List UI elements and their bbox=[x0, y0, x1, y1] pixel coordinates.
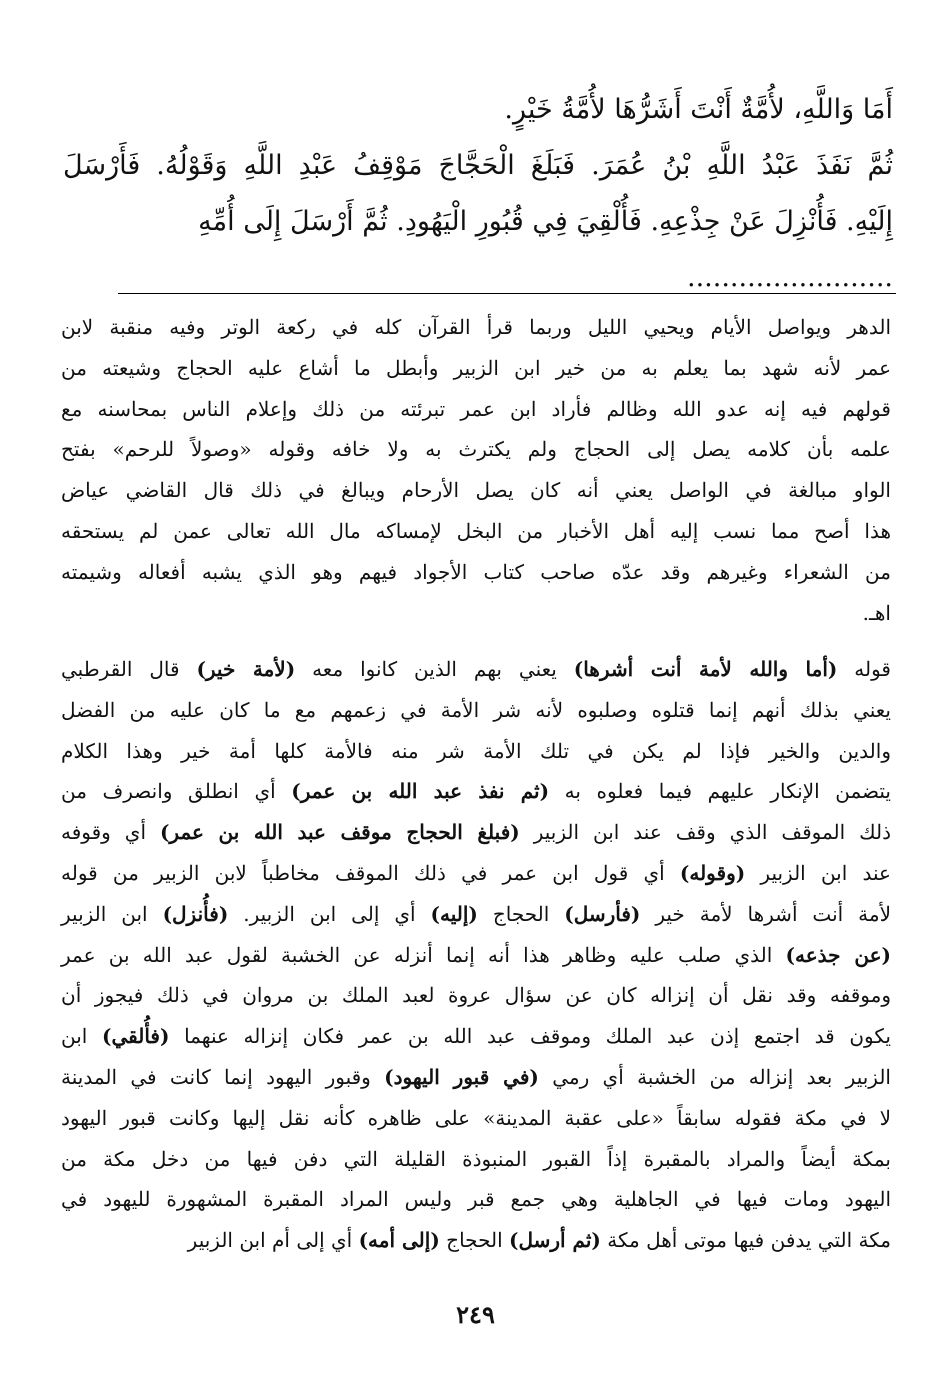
quoted-phrase: (لأمة خير) bbox=[196, 657, 296, 681]
commentary-text: يعني بذلك أنهم إنما قتلوه وصلبوه لأنه شر الأمة في زعمهم مع ما كان عليه من الفضل bbox=[61, 697, 891, 722]
commentary-line bbox=[61, 975, 891, 1016]
commentary-text: بمكة أيضاً والمراد بالمقبرة إذاً القبور المنبوذة القليلة التي دفن فيها من دخل مكة من bbox=[61, 1146, 891, 1171]
commentary-line bbox=[61, 1139, 891, 1180]
commentary-line bbox=[61, 1220, 891, 1261]
commentary-line bbox=[61, 1057, 891, 1098]
commentary-line: الدهر ويواصل الأيام ويحيي الليل وربما قرأ القرآن كله في ركعة الوتر وفيه منقبة لابن bbox=[61, 315, 891, 339]
commentary-text: قوله bbox=[837, 657, 891, 681]
commentary-text: أي إلى ابن الزبير. bbox=[228, 901, 431, 926]
quoted-phrase: (فبلغ الحجاج موقف عبد الله بن عمر) bbox=[159, 820, 520, 845]
hadith-line-2: ثُمَّ نَفَذَ عَبْدُ اللَّهِ بْنُ عُمَرَ. فَبَلَغَ الْحَجَّاجَ مَوْقِفُ عَبْدِ اللَّهِ وَقَوْلُهُ. فَأَرْسَلَ bbox=[63, 150, 893, 181]
commentary-line: علمه بأن كلامه يصل إلى الحجاج ولم يكترث به ولا خافه وقوله «وصولاً للرحم» بفتح bbox=[61, 437, 891, 462]
commentary-text: الحجاج bbox=[439, 1228, 509, 1253]
commentary-text: ابن bbox=[61, 1024, 102, 1049]
commentary-text: أي وقوفه bbox=[61, 820, 160, 845]
commentary-text: مكة التي يدفن فيها موتى أهل مكة bbox=[600, 1228, 891, 1253]
quoted-phrase: (فأُنزل) bbox=[162, 901, 229, 926]
commentary-line bbox=[61, 935, 891, 976]
commentary-block-2 bbox=[61, 649, 891, 1261]
hadith-line-3 bbox=[63, 194, 893, 306]
commentary-block-1 bbox=[61, 307, 891, 633]
commentary-text: يعني بهم الذين كانوا معه bbox=[295, 657, 574, 681]
page-number: ٢٤٩ bbox=[456, 1300, 495, 1329]
commentary-text: أي إلى أم ابن الزبير bbox=[187, 1228, 359, 1253]
commentary-text: الذي صلب عليه وظاهر هذا أنه إنما أنزله عن الخشبة لقول عبد الله بن عمر bbox=[61, 942, 786, 967]
commentary-line: من الشعراء وغيرهم وقد عدّه صاحب كتاب الأجواد فيهم وهو الذي يشبه أفعاله وشيمته bbox=[61, 559, 891, 584]
commentary-text: الحجاج bbox=[477, 901, 565, 926]
commentary-line: عمر لأنه شهد بما يعلم به من خير ابن الزبير وأبطل ما أشاع عليه الحجاج وشيعته من bbox=[61, 355, 891, 380]
quoted-phrase: (ثم أرسل) bbox=[509, 1228, 601, 1253]
commentary-text: قال القرطبي bbox=[61, 657, 197, 681]
commentary-text: ذلك الموقف الذي وقف عند ابن الزبير bbox=[519, 820, 891, 845]
commentary-text: أي قول ابن عمر في ذلك الموقف مخاطباً لابن الزبير من قوله bbox=[61, 860, 680, 885]
commentary-line bbox=[61, 1179, 891, 1220]
quoted-phrase: (فأرسل) bbox=[564, 901, 641, 926]
commentary-text: وقبور اليهود إنما كانت في المدينة bbox=[61, 1064, 385, 1089]
quoted-phrase: (فأُلقي) bbox=[101, 1024, 170, 1049]
hadith-text bbox=[63, 82, 893, 306]
quoted-phrase: (أما والله لأمة أنت أشرها) bbox=[573, 657, 838, 681]
commentary-line: قولهم فيه إنه عدو الله وظالم فأراد ابن عمر تبرئته من ذلك وإعلام الناس بمحاسنه مع bbox=[61, 396, 891, 421]
commentary-line bbox=[61, 853, 891, 894]
commentary-line bbox=[61, 1016, 891, 1057]
commentary-text: وموقفه وقد نقل أن إنزاله كان عن سؤال عروة لعبد الملك بن مروان في ذلك فيجوز أن bbox=[61, 983, 891, 1008]
commentary-line bbox=[61, 690, 891, 731]
footnote-divider bbox=[118, 293, 896, 294]
commentary-text: لأمة أنت أشرها لأمة خير bbox=[640, 901, 891, 926]
commentary-line bbox=[61, 731, 891, 772]
commentary-line bbox=[61, 771, 891, 812]
quoted-phrase: (عن جذعه) bbox=[785, 942, 891, 967]
commentary-text: اليهود ومات فيها في الجاهلية وهي جمع قبر وليس المراد المقبرة المشهورة لليهود في bbox=[61, 1187, 891, 1212]
ellipsis-dots: ........................ bbox=[687, 262, 893, 293]
commentary-text: والدين والخير فإذا لم يكن في تلك الأمة شر منه فالأمة كلها أمة خير وهذا الكلام bbox=[61, 738, 891, 763]
commentary-text: يتضمن الإنكار عليهم فيما فعلوه به bbox=[549, 779, 891, 804]
commentary-line: الواو مبالغة في الواصل يعني أنه كان يصل الأرحام ويبالغ في ذلك قال القاضي عياض bbox=[61, 478, 891, 503]
commentary-line bbox=[61, 649, 891, 690]
commentary-line bbox=[61, 812, 891, 853]
quoted-phrase: (ثم نفذ عبد الله بن عمر) bbox=[291, 779, 550, 804]
commentary-text: لا في مكة فقوله سابقاً «على عقبة المدينة» على ظاهره كأنه نقل إليها وكانت قبور اليهود bbox=[61, 1105, 891, 1130]
commentary-text: يكون قد اجتمع إذن عبد الملك وموقف عبد الله بن عمر فكان إنزاله عنهما bbox=[169, 1024, 891, 1049]
quoted-phrase: (وقوله) bbox=[679, 860, 746, 885]
quoted-phrase: (إليه) bbox=[430, 901, 478, 926]
commentary-line: هذا أصح مما نسب إليه أهل الأخبار من البخل لإمساكه مال الله تعالى عمن لم يستحقه bbox=[61, 518, 891, 543]
commentary-line bbox=[61, 894, 891, 935]
hadith-line-3-text: إِلَيْهِ. فَأُنْزِلَ عَنْ جِذْعِهِ. فَأُلْقِيَ فِي قُبُورِ الْيَهُودِ. ثُمَّ أَرْسَلَ إِلَى أُمِّهِ bbox=[198, 206, 893, 237]
commentary-line: اهـ. bbox=[862, 600, 891, 625]
commentary-text: ابن الزبير bbox=[61, 901, 163, 926]
commentary-line bbox=[61, 1098, 891, 1139]
commentary-text: أي انطلق وانصرف من bbox=[61, 779, 292, 804]
quoted-phrase: (إلى أمه) bbox=[358, 1228, 440, 1253]
quoted-phrase: (في قبور اليهود) bbox=[384, 1064, 539, 1089]
hadith-line-1: أَمَا وَاللَّهِ، لأُمَّةٌ أَنْتَ أَشَرُّهَا لأُمَّةُ خَيْرٍ. bbox=[504, 94, 893, 125]
commentary-text: عند ابن الزبير bbox=[745, 860, 891, 885]
commentary-text: الزبير بعد إنزاله من الخشبة أي رمي bbox=[538, 1064, 891, 1089]
